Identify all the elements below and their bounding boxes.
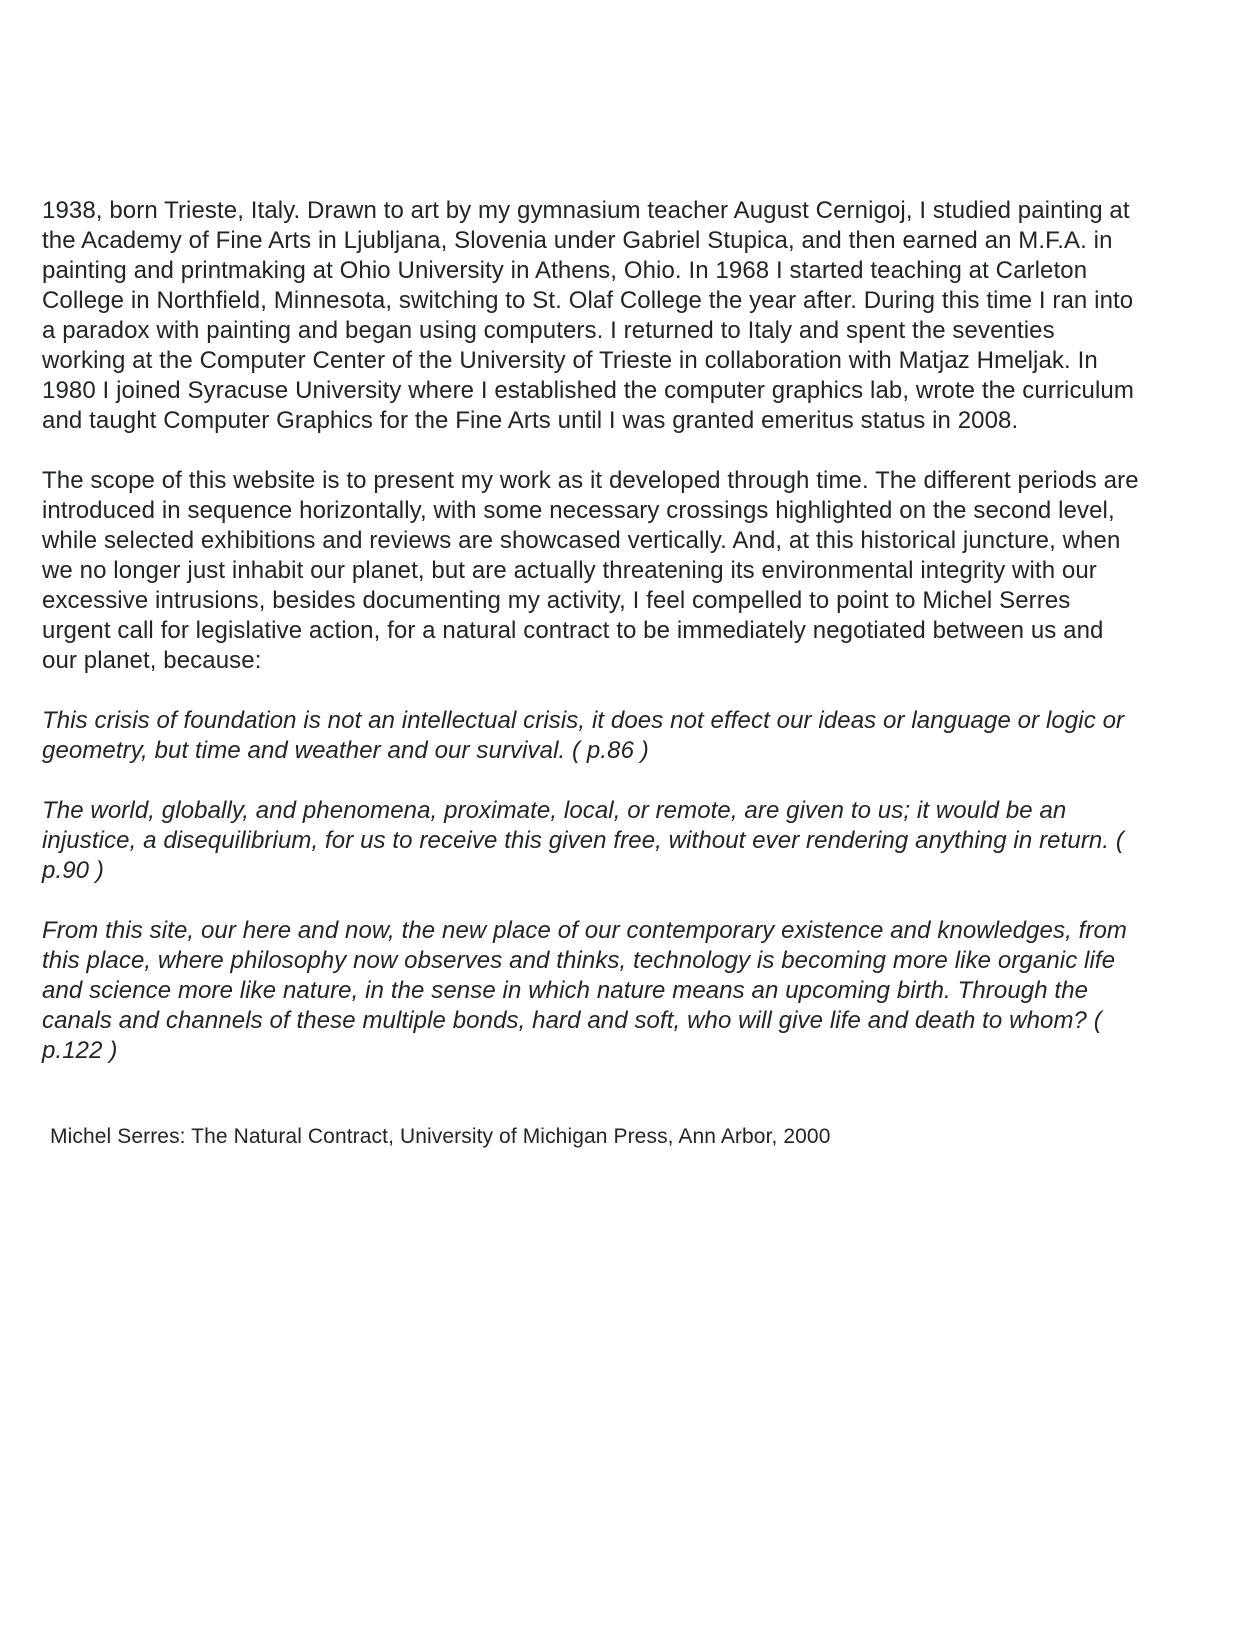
- website-scope-paragraph: The scope of this website is to present my work as it developed through time. The different periods are introduced in sequence horizontally, with some necessary crossings highlighted on the second level, while selected exhibitions and reviews are showcased vertically. And, at this historical juncture, when we no longer just inhabit our planet, but are actually threatening its environmental integrity with our excessive intrusions, besides documenting my activity, I feel compelled to point to Michel Serres urgent call for legislative action, for a natural contract to be immediately negotiated between us and our planet, because:: [42, 467, 1139, 674]
- bio-content: [42, 196, 1142, 1150]
- serres-quote-2: The world, globally, and phenomena, proximate, local, or remote, are given to us; it would be an injustice, a disequilibrium, for us to receive this given free, without ever rendering anything in return. ( p.90 ): [42, 797, 1124, 884]
- serres-quote-3: From this site, our here and now, the new place of our contemporary existence and knowledges, from this place, where philosophy now observes and thinks, technology is becoming more like organic life and science more like nature, in the sense in which nature means an upcoming birth. Through the canals and channels of these multiple bonds, hard and soft, who will give life and death to whom? ( p.122 ): [42, 917, 1128, 1064]
- bio-paragraph: 1938, born Trieste, Italy. Drawn to art by my gymnasium teacher August Cernigoj, I studied painting at the Academy of Fine Arts in Ljubljana, Slovenia under Gabriel Stupica, and then earned an M.F.A. in painting and printmaking at Ohio University in Athens, Ohio. In 1968 I started teaching at Carleton College in Northfield, Minnesota, switching to St. Olaf College the year after. During this time I ran into a paradox with painting and began using computers. I returned to Italy and spent the seventies working at the Computer Center of the University of Trieste in collaboration with Matjaz Hmeljak. In 1980 I joined Syracuse University where I established the computer graphics lab, wrote the curriculum and taught Computer Graphics for the Fine Arts until I was granted emeritus status in 2008.: [42, 197, 1134, 434]
- book-citation: Michel Serres: The Natural Contract, University of Michigan Press, Ann Arbor, 2000: [50, 1125, 831, 1148]
- serres-quote-1: This crisis of foundation is not an intellectual crisis, it does not effect our ideas or language or logic or geometry, but time and weather and our survival. ( p.86 ): [42, 707, 1125, 764]
